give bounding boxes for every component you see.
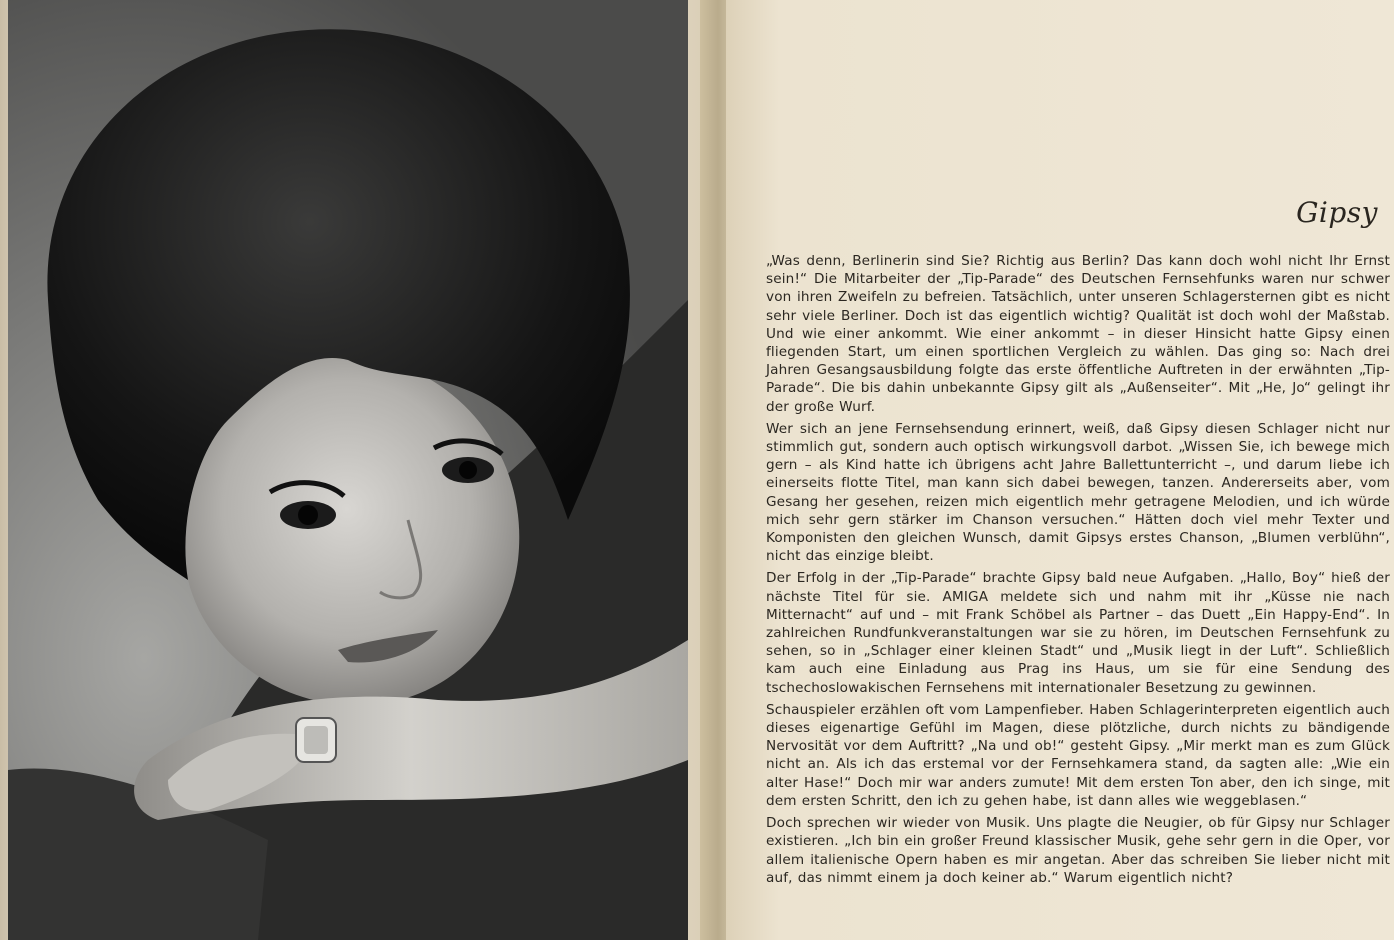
article-paragraph-5: Doch sprechen wir wieder von Musik. Uns plagte die Neugier, ob für Gipsy nur Schlager existieren. „Ich bin ein großer Freund klassischer Musik, gehe sehr gern in die Oper, vor allem italienische Opern haben es mir angetan. Aber das schreiben Sie lieber nicht mit auf, das nimmt einem ja doch keiner ab.“ Warum eigentlich nicht?: [766, 815, 1390, 886]
portrait-illustration: [8, 0, 688, 940]
portrait-photo: [8, 0, 688, 940]
article-paragraph-2: Wer sich an jene Fernsehsendung erinnert, weiß, daß Gipsy diesen Schlager nicht nur stimmlich gut, sondern auch optisch wirkungsvoll darbot. „Wissen Sie, ich bewege mich gern – als Kind hatte ich übrigens acht Jahre Ballettunterricht –, und darum liebe ich einerseits flotte Titel, man kann sich dabei bewegen, tanzen. Andererseits aber, vom Gesang her gesehen, reizen mich eigentlich mehr getragene Melodien, und ich würde mich sehr gern stärker im Chanson versuchen.“ Hätten doch viel mehr Texter und Komponisten den gleichen Wunsch, damit Gipsys erstes Chanson, „Blumen verblühn“, nicht das einzige bleibt.: [766, 420, 1390, 565]
article-body: [766, 252, 1390, 891]
right-page: [726, 0, 1394, 940]
article-paragraph-3: Der Erfolg in der „Tip-Parade“ brachte Gipsy bald neue Aufgaben. „Hallo, Boy“ hieß der nächste Titel für sie. AMIGA meldete sich und nahm mit ihr „Küsse nie nach Mitternacht“ auf und – mit Frank Schöbel als Partner – das Duett „Ein Happy-End“. In zahlreichen Rundfunkveranstaltungen war sie zu hören, im Deutschen Fernsehfunk zu sehen, so in „Schlager einer kleinen Stadt“ und „Musik liegt in der Luft“. Schließlich kam auch eine Einladung aus Prag ins Haus, um sie für eine Sendung des tschechoslowakischen Fernsehens mit internationaler Besetzung zu gewinnen.: [766, 570, 1390, 696]
article-paragraph-1: „Was denn, Berlinerin sind Sie? Richtig aus Berlin? Das kann doch wohl nicht Ihr Ernst sein!“ Die Mitarbeiter der „Tip-Parade“ des Deutschen Fernsehfunks waren nur schwer von ihren Zweifeln zu befreien. Tatsächlich, unter unseren Schlagersternen gibt es nicht sehr viele Berliner. Doch ist das eigentlich wichtig? Qualität ist doch wohl der Maßstab. Und wie einer ankommt. Wie einer ankommt – in dieser Hinsicht hatte Gipsy einen fliegenden Start, um einen sportlichen Vergleich zu wählen. Das ging so: Nach drei Jahren Gesangsausbildung folgte das erste öffentliche Auftreten in der erwähnten „Tip-Parade“. Die bis dahin unbekannte Gipsy gilt als „Außenseiter“. Mit „He, Jo“ gelingt ihr der große Wurf.: [766, 253, 1390, 415]
article-title: Gipsy: [1296, 196, 1378, 229]
article-paragraph-4: Schauspieler erzählen oft vom Lampenfieber. Haben Schlagerinterpreten eigentlich auch dieses eigenartige Gefühl im Magen, diese plötzliche, durch nichts zu bändigende Nervosität vor dem Auftritt? „Na und ob!“ gesteht Gipsy. „Mir merkt man es zum Glück nicht an. Als ich das erstemal vor der Fernsehkamera stand, da sagten alle: „Wie ein alter Hase!“ Doch mir war anders zumute! Mit dem ersten Ton aber, den ich singe, mit dem ersten Schritt, den ich zu gehen habe, ist dann alles wie weggeblasen.“: [766, 701, 1390, 809]
